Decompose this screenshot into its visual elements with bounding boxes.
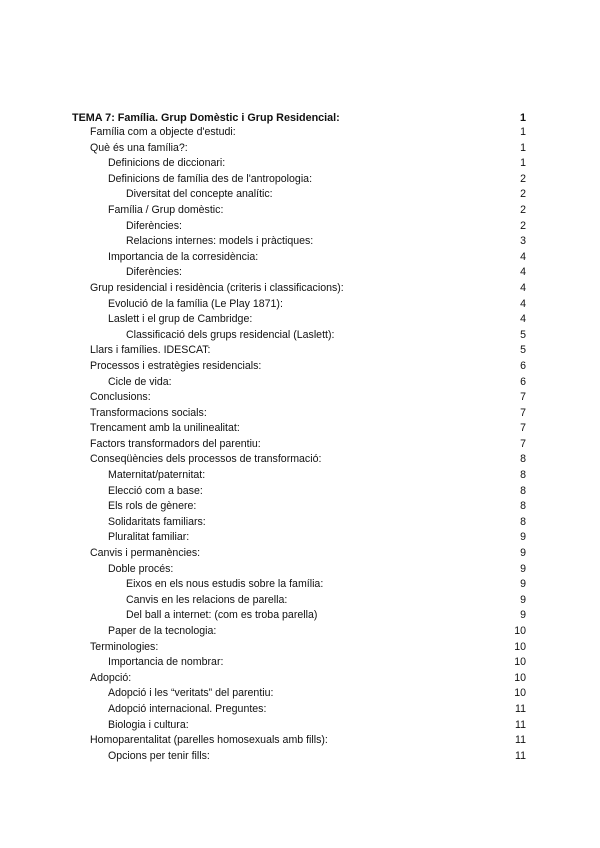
toc-entry-page-number: 1 [520,126,526,138]
toc-entry-page-number: 2 [520,219,526,232]
toc-entry[interactable] [72,125,528,141]
toc-entry[interactable] [72,624,528,640]
toc-entry[interactable] [72,312,528,328]
toc-entry[interactable] [72,343,528,359]
toc-entry-page-number: 10 [514,625,526,637]
toc-entry-page-number: 10 [514,640,526,653]
toc-entry-page-number: 1 [520,157,526,170]
toc-entry[interactable] [72,749,528,765]
toc-entry[interactable] [72,328,528,344]
toc-entry-page-number: 7 [520,422,526,435]
toc-entry-page-number: 8 [520,453,526,466]
toc-entry[interactable] [72,546,528,562]
toc-entry[interactable] [72,203,528,219]
toc-entry[interactable] [72,437,528,453]
toc-entry[interactable] [72,608,528,624]
toc-entry-page-number: 6 [520,375,526,388]
toc-entry-page-number: 11 [515,718,526,731]
toc-entry-page-number: 11 [515,702,526,715]
toc-entry[interactable] [72,421,528,437]
toc-entry-title[interactable]: Maternitat/paternitat: [108,469,206,482]
toc-entry[interactable] [72,250,528,266]
toc-entry[interactable] [72,111,528,125]
toc-entry[interactable] [72,141,528,157]
toc-entry-title[interactable]: Pluralitat familiar: [108,531,190,544]
toc-entry-page-number: 2 [520,203,526,216]
toc-entry[interactable] [72,234,528,250]
toc-entry-title[interactable]: TEMA 7: Família. Grup Domèstic i Grup Residencial: [72,112,340,124]
toc-entry-title[interactable]: Cicle de vida: [108,375,172,388]
toc-entry-page-number: 4 [520,281,526,294]
toc-entry-title[interactable]: Conseqüències dels processos de transformació: [90,453,322,466]
toc-entry[interactable] [72,671,528,687]
toc-entry[interactable] [72,686,528,702]
toc-entry-page-number: 8 [520,500,526,513]
toc-entry-title[interactable]: Transformacions socials: [90,406,207,419]
toc-entry-page-number: 11 [515,734,526,747]
toc-entry[interactable] [72,499,528,515]
toc-entry[interactable] [72,265,528,281]
toc-entry[interactable] [72,156,528,172]
toc-entry-title[interactable]: Trencament amb la unilinealitat: [90,422,240,435]
toc-entry-title[interactable]: Paper de la tecnologia: [108,625,217,637]
toc-entry-page-number: 5 [520,344,526,357]
toc-entry-page-number: 7 [520,391,526,404]
toc-entry[interactable] [72,718,528,734]
toc-entry-title[interactable]: Eixos en els nous estudis sobre la família: [126,578,324,591]
toc-entry-title[interactable]: Adopció i les “veritats” del parentiu: [108,687,274,700]
toc-entry-page-number: 10 [514,687,526,700]
toc-entry-title[interactable]: Importancia de nombrar: [108,656,224,669]
toc-entry[interactable] [72,577,528,593]
toc-entry[interactable] [72,640,528,656]
toc-entry-title[interactable]: Definicions de diccionari: [108,157,226,170]
toc-entry-title[interactable]: Diversitat del concepte analític: [126,188,273,201]
toc-entry[interactable] [72,375,528,391]
toc-entry-title[interactable]: Doble procés: [108,562,174,575]
toc-entry-page-number: 4 [520,266,526,279]
toc-entry-title[interactable]: Processos i estratègies residencials: [90,359,262,372]
toc-entry[interactable] [72,562,528,578]
toc-entry-title[interactable]: Evolució de la família (Le Play 1871): [108,297,283,310]
toc-entry[interactable] [72,515,528,531]
toc-entry-page-number: 9 [520,547,526,560]
toc-entry-page-number: 11 [515,749,526,762]
toc-entry[interactable] [72,219,528,235]
toc-entry-page-number: 10 [514,656,526,669]
toc-entry-page-number: 4 [520,313,526,326]
toc-entry-title[interactable]: Del ball a internet: (com es troba parella) [126,609,318,622]
toc-entry-title[interactable]: Definicions de família des de l'antropologia: [108,172,313,185]
toc-entry-title[interactable]: Homoparentalitat (parelles homosexuals amb fills): [90,734,328,747]
toc-entry-title[interactable]: Grup residencial i residència (criteris i classificacions): [90,281,344,294]
toc-entry-title[interactable]: Adopció internacional. Preguntes: [108,702,267,715]
toc-entry[interactable] [72,593,528,609]
toc-entry-title[interactable]: Família com a objecte d'estudi: [90,126,236,138]
toc-entry-page-number: 1 [519,112,526,124]
toc-entry[interactable] [72,733,528,749]
toc-entry[interactable] [72,390,528,406]
toc-entry-title[interactable]: Diferències: [126,266,182,279]
toc-entry-page-number: 9 [520,593,526,606]
toc-entry-page-number: 3 [520,235,526,248]
toc-entry[interactable] [72,281,528,297]
toc-entry-page-number: 9 [520,578,526,591]
toc-entry-title[interactable]: Diferències: [126,219,182,232]
toc-entry-title[interactable]: Biologia i cultura: [108,718,189,731]
toc-entry-title[interactable]: Adopció: [90,671,132,684]
toc-entry-page-number: 9 [520,531,526,544]
toc-entry[interactable] [72,187,528,203]
toc-entry-page-number: 4 [520,250,526,263]
toc-entry-page-number: 2 [520,172,526,185]
toc-entry-title[interactable]: Família / Grup domèstic: [108,203,224,216]
toc-entry[interactable] [72,702,528,718]
table-of-contents [72,111,528,764]
toc-entry-title[interactable]: Canvis i permanències: [90,547,201,560]
toc-entry-page-number: 9 [520,562,526,575]
toc-entry[interactable] [72,655,528,671]
toc-entry-title[interactable]: Elecció com a base: [108,484,203,497]
toc-entry-title[interactable]: Canvis en les relacions de parella: [126,593,288,606]
toc-entry-page-number: 10 [514,671,526,684]
toc-entry[interactable] [72,406,528,422]
toc-entry-title[interactable]: Factors transformadors del parentiu: [90,437,261,450]
toc-entry[interactable] [72,359,528,375]
toc-entry-title[interactable]: Relacions internes: models i pràctiques: [126,235,314,248]
toc-entry-page-number: 4 [520,297,526,310]
toc-entry-page-number: 9 [520,609,526,622]
toc-entry[interactable] [72,297,528,313]
toc-entry-page-number: 8 [520,515,526,528]
toc-entry-page-number: 1 [520,141,526,154]
toc-entry-title[interactable]: Terminologies: [90,640,159,653]
toc-entry-title[interactable]: Els rols de gènere: [108,500,197,513]
toc-entry-title[interactable]: Conclusions: [90,391,151,404]
toc-entry[interactable] [72,468,528,484]
toc-entry-title[interactable]: Opcions per tenir fills: [108,749,210,762]
toc-entry[interactable] [72,484,528,500]
toc-entry-page-number: 8 [520,469,526,482]
toc-entry-title[interactable]: Classificació dels grups residencial (Laslett): [126,328,335,341]
toc-entry-page-number: 8 [520,484,526,497]
toc-entry-page-number: 6 [520,359,526,372]
toc-entry[interactable] [72,452,528,468]
toc-entry-page-number: 7 [520,437,526,450]
toc-entry[interactable] [72,530,528,546]
toc-entry-page-number: 2 [520,188,526,201]
toc-entry-title[interactable]: Què és una família?: [90,141,188,154]
toc-entry-title[interactable]: Solidaritats familiars: [108,515,206,528]
toc-entry-page-number: 5 [520,328,526,341]
toc-entry-title[interactable]: Importancia de la corresidència: [108,250,259,263]
toc-entry-title[interactable]: Llars i famílies. IDESCAT: [90,344,211,357]
toc-entry-page-number: 7 [520,406,526,419]
toc-entry[interactable] [72,172,528,188]
toc-entry-title[interactable]: Laslett i el grup de Cambridge: [108,313,253,326]
